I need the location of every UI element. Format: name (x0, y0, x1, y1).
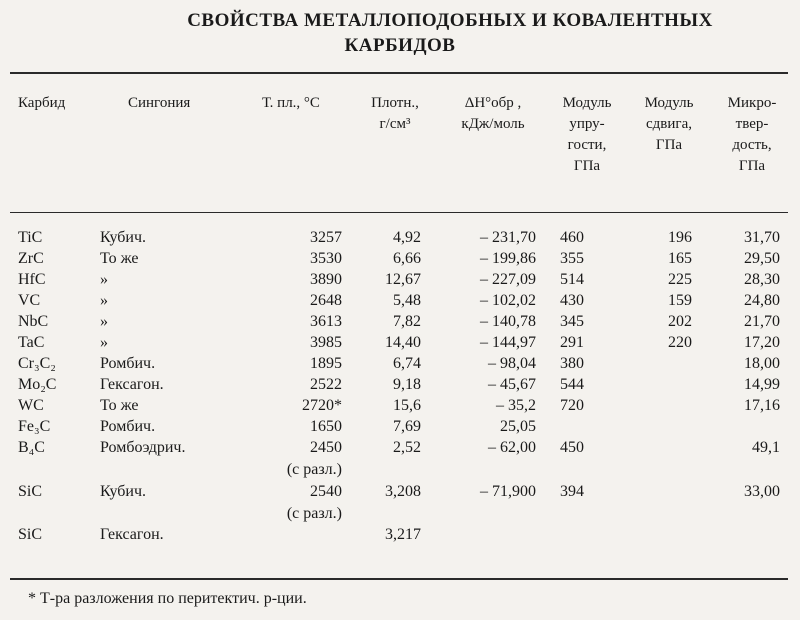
header-shear-line-2: сдвига, (646, 116, 692, 132)
header-bottom-rule (10, 212, 788, 213)
cell-micro: 21,70 (744, 313, 780, 330)
cell-melting: (с разл.) (286, 461, 342, 478)
cell-dh: – 45,67 (488, 376, 536, 393)
header-shear-modulus (630, 93, 708, 156)
cell-syngony: » (100, 271, 108, 288)
header-melting: Т. пл., °С (262, 95, 320, 111)
cell-carbide: TiC (18, 229, 43, 246)
cell-melting: 2540 (310, 483, 342, 500)
cell-syngony: Кубич. (100, 483, 147, 500)
cell-density: 9,18 (393, 376, 421, 393)
cell-density: 2,52 (393, 439, 421, 456)
cell-micro: 33,00 (744, 483, 780, 500)
cell-carbide: SiC (18, 483, 43, 500)
cell-modulus: 450 (560, 439, 584, 456)
cell-micro: 18,00 (744, 355, 780, 372)
header-microhardness (716, 93, 788, 177)
cell-carbide: TaC (18, 334, 45, 351)
cell-dh: – 231,70 (480, 229, 536, 246)
cell-density: 6,66 (393, 250, 421, 267)
cell-modulus: 544 (560, 376, 584, 393)
cell-syngony: То же (100, 397, 139, 414)
cell-density: 7,82 (393, 313, 421, 330)
cell-syngony: Ромбич. (100, 418, 156, 435)
header-enthalpy (440, 93, 546, 135)
cell-carbide: HfC (18, 271, 46, 288)
cell-melting: 2522 (310, 376, 342, 393)
cell-dh: – 102,02 (480, 292, 536, 309)
cell-syngony: » (100, 292, 108, 309)
cell-melting: 2450 (310, 439, 342, 456)
header-density-line-2: г/см³ (379, 116, 411, 132)
cell-micro: 31,70 (744, 229, 780, 246)
header-carbide: Карбид (18, 95, 66, 111)
cell-modulus: 291 (560, 334, 584, 351)
cell-carbide: NbC (18, 313, 49, 330)
cell-density: 3,208 (385, 483, 421, 500)
cell-micro: 28,30 (744, 271, 780, 288)
header-density (352, 93, 438, 135)
cell-melting: 3257 (310, 229, 342, 246)
cell-dh: – 227,09 (480, 271, 536, 288)
cell-dh: – 140,78 (480, 313, 536, 330)
cell-density: 15,6 (393, 397, 421, 414)
cell-melting: 3613 (310, 313, 342, 330)
header-elastic-line-1: Модуль (562, 95, 612, 111)
cell-melting: 2720* (302, 397, 342, 414)
cell-syngony: » (100, 313, 108, 330)
cell-carbide: SiC (18, 526, 43, 543)
cell-melting: (с разл.) (286, 505, 342, 522)
cell-shear: 202 (668, 313, 692, 330)
cell-dh: 25,05 (500, 418, 536, 435)
cell-micro: 17,20 (744, 334, 780, 351)
cell-micro: 29,50 (744, 250, 780, 267)
cell-density: 6,74 (393, 355, 421, 372)
header-elastic-modulus (548, 93, 626, 177)
cell-micro: 14,99 (744, 376, 780, 393)
header-micro-line-1: Микро- (727, 95, 777, 111)
cell-dh: – 62,00 (488, 439, 536, 456)
cell-density: 5,48 (393, 292, 421, 309)
cell-melting: 3985 (310, 334, 342, 351)
cell-carbide: VC (18, 292, 41, 309)
cell-modulus: 514 (560, 271, 584, 288)
cell-dh: – 144,97 (480, 334, 536, 351)
cell-density: 7,69 (393, 418, 421, 435)
cell-syngony: Кубич. (100, 229, 147, 246)
cell-carbide: Mo₂C (18, 376, 57, 393)
header-enthalpy-line-1: ΔH°обр , (464, 95, 522, 111)
cell-carbide: WC (18, 397, 44, 414)
header-micro-line-4: ГПа (738, 158, 766, 174)
cell-density: 14,40 (385, 334, 421, 351)
cell-syngony: То же (100, 250, 139, 267)
cell-shear: 159 (668, 292, 692, 309)
header-micro-line-3: дость, (732, 137, 772, 153)
cell-dh: – 98,04 (488, 355, 536, 372)
cell-micro: 24,80 (744, 292, 780, 309)
cell-carbide: Fe₃C (18, 418, 51, 435)
cell-melting: 1895 (310, 355, 342, 372)
cell-syngony: Ромбич. (100, 355, 156, 372)
cell-density: 3,217 (385, 526, 421, 543)
header-top-rule (10, 72, 788, 74)
cell-density: 12,67 (385, 271, 421, 288)
cell-modulus: 720 (560, 397, 584, 414)
cell-melting: 1650 (310, 418, 342, 435)
header-shear-line-1: Модуль (644, 95, 694, 111)
cell-carbide: B₄C (18, 439, 45, 456)
cell-shear: 225 (668, 271, 692, 288)
cell-syngony: Гексагон. (100, 526, 164, 543)
cell-micro: 17,16 (744, 397, 780, 414)
table-bottom-rule (10, 578, 788, 580)
cell-density: 4,92 (393, 229, 421, 246)
cell-syngony: Ромбоэдрич. (100, 439, 186, 456)
cell-modulus: 380 (560, 355, 584, 372)
cell-carbide: ZrC (18, 250, 44, 267)
cell-dh: – 199,86 (480, 250, 536, 267)
cell-syngony: Гексагон. (100, 376, 164, 393)
header-density-line-1: Плотн., (371, 95, 419, 111)
cell-shear: 196 (668, 229, 692, 246)
cell-melting: 3530 (310, 250, 342, 267)
cell-melting: 2648 (310, 292, 342, 309)
table-title-line-1: СВОЙСТВА МЕТАЛЛОПОДОБНЫХ И КОВАЛЕНТНЫХ (187, 10, 713, 31)
cell-carbide: Cr₃C₂ (18, 355, 56, 372)
cell-melting: 3890 (310, 271, 342, 288)
cell-modulus: 394 (560, 483, 584, 500)
cell-dh: – 35,2 (496, 397, 536, 414)
cell-modulus: 430 (560, 292, 584, 309)
header-micro-line-2: твер- (735, 116, 769, 132)
header-shear-line-3: ГПа (655, 137, 683, 153)
header-enthalpy-line-2: кДж/моль (461, 116, 525, 132)
cell-shear: 220 (668, 334, 692, 351)
cell-modulus: 355 (560, 250, 584, 267)
cell-modulus: 345 (560, 313, 584, 330)
cell-shear: 165 (668, 250, 692, 267)
header-elastic-line-2: упру- (569, 116, 605, 132)
cell-syngony: » (100, 334, 108, 351)
cell-micro: 49,1 (752, 439, 780, 456)
header-elastic-line-4: ГПа (573, 158, 601, 174)
header-syngony: Сингония (128, 95, 191, 111)
cell-dh: – 71,900 (480, 483, 536, 500)
footnote: * Т-ра разложения по перитектич. р-ции. (28, 590, 307, 607)
table-title-line-2: КАРБИДОВ (344, 35, 456, 56)
cell-modulus: 460 (560, 229, 584, 246)
header-elastic-line-3: гости, (567, 137, 607, 153)
